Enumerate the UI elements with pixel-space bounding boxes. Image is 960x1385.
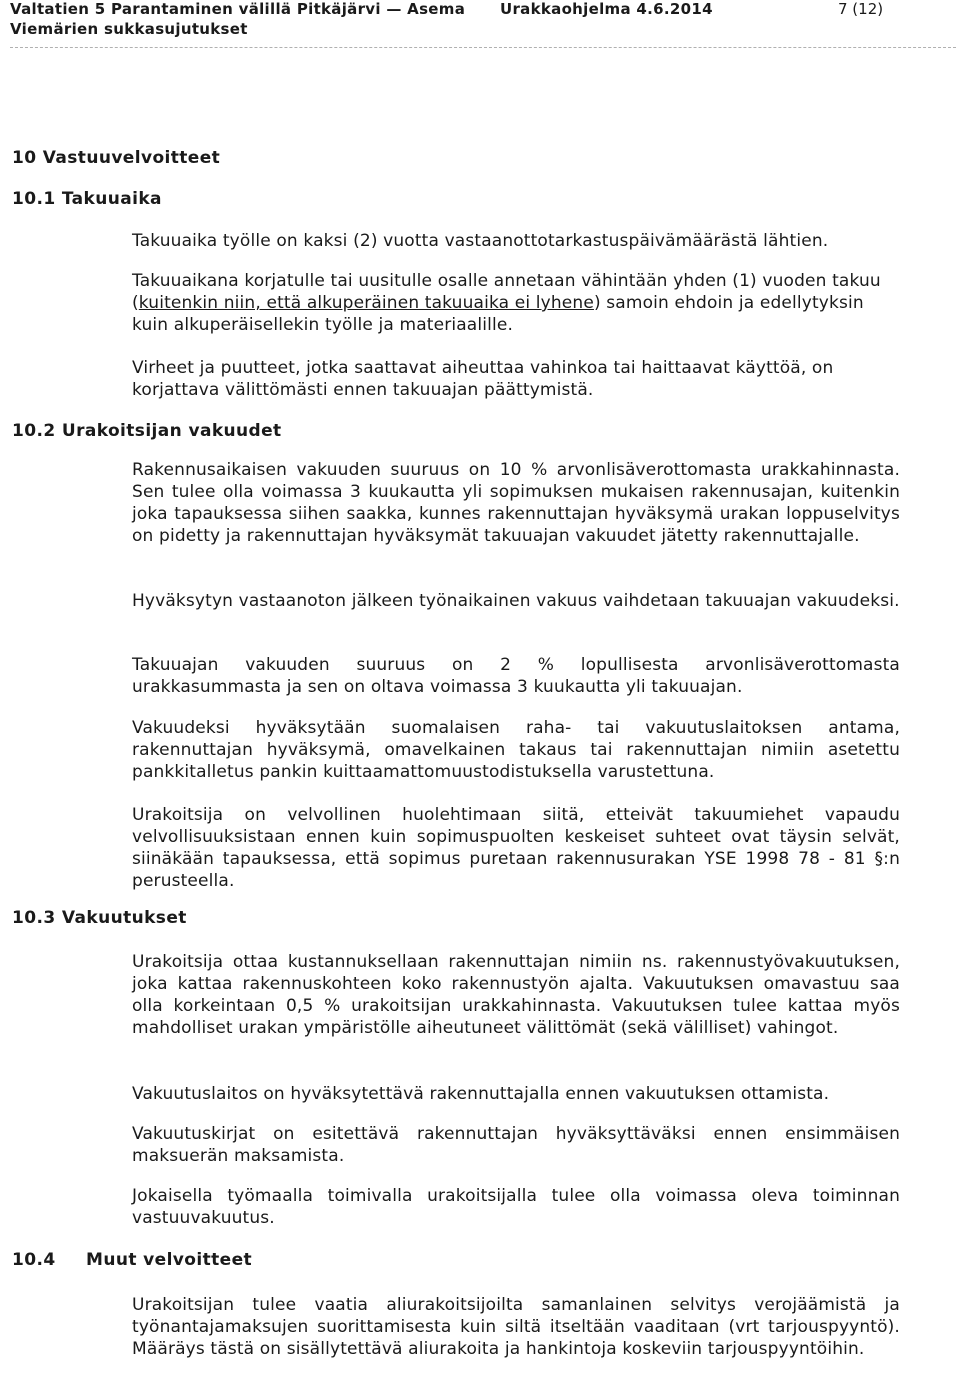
vakuutus-paragraph-1: Urakoitsija ottaa kustannuksellaan rakennuttajan nimiin ns. rakennustyövakuutuksen, joka kattaa rakennuskohteen koko rakennustyön ajalta. Vakuutuksen omavastuu saa olla korkeintaan 0,5 % urakoitsijan urakkahinnasta. Vakuutuksen tulee kattaa myös mahdolliset urakan ympäristölle aiheutuneet välittömät (sekä välilliset) vahingot. bbox=[132, 952, 900, 1038]
heading-10-2: 10.2 Urakoitsijan vakuudet bbox=[12, 421, 282, 441]
header-rule bbox=[10, 47, 956, 48]
heading-10-4-title: Muut velvoitteet bbox=[86, 1250, 253, 1270]
page-number: 7 (12) bbox=[838, 0, 884, 18]
heading-10-4-number: 10.4 bbox=[12, 1250, 56, 1270]
vakuus-paragraph-5: Urakoitsija on velvollinen huolehtimaan siitä, etteivät takuumiehet vapaudu velvollisuuksistaan ennen kuin sopimuspuolten keskeiset suhteet ovat täysin selvät, siinäkään tapauksessa, että sopimus puretaan rakennusurakan YSE 1998 78 - 81 §:n perusteella. bbox=[132, 805, 900, 891]
takuu-paragraph-2-underlined: kuitenkin niin, että alkuperäinen takuuaika ei lyhene bbox=[138, 293, 594, 313]
heading-10: 10 Vastuuvelvoitteet bbox=[12, 148, 221, 168]
vakuus-paragraph-1: Rakennusaikaisen vakuuden suuruus on 10 % arvonlisäverottomasta urakkahinnasta. Sen tulee olla voimassa 3 kuukautta yli sopimuksen mukaisen rakennusajan, kuitenkin joka tapauksessa siihen saakka, kunnes rakennuttajan hyväksymä urakan loppuselvitys on pidetty ja rakennuttajan hyväksymät takuuajan vakuudet jätetty rakennuttajalle. bbox=[132, 460, 900, 546]
takuu-paragraph-2 bbox=[132, 270, 900, 336]
muut-paragraph-1: Urakoitsijan tulee vaatia aliurakoitsijoilta samanlainen selvitys verojäämistä ja työnantajamaksujen suorittamisesta kuin siltä itseltään vaaditaan (vrt tarjouspyyntö). Määräys tästä on sisällytettävä aliurakoita ja hankintoja koskeviin tarjouspyyntöihin. bbox=[132, 1295, 900, 1359]
project-title: Valtatien 5 Parantaminen välillä Pitkäjärvi — Asema bbox=[10, 0, 466, 18]
document-title: Urakkaohjelma 4.6.2014 bbox=[500, 0, 713, 18]
vakuus-paragraph-2: Hyväksytyn vastaanoton jälkeen työnaikainen vakuus vaihdetaan takuuajan vakuudeksi. bbox=[132, 591, 900, 611]
vakuutus-paragraph-3: Vakuutuskirjat on esitettävä rakennuttajan hyväksyttäväksi ennen ensimmäisen maksuerän maksamista. bbox=[132, 1124, 900, 1166]
vakuutus-paragraph-2: Vakuutuslaitos on hyväksytettävä rakennuttajalla ennen vakuutuksen ottamista. bbox=[132, 1084, 830, 1104]
takuu-paragraph-1: Takuuaika työlle on kaksi (2) vuotta vastaanottotarkastuspäivämäärästä lähtien. bbox=[132, 231, 829, 251]
heading-10-1: 10.1 Takuuaika bbox=[12, 189, 162, 209]
takuu-paragraph-3: Virheet ja puutteet, jotka saattavat aiheuttaa vahinkoa tai haittaavat käyttöä, on korjattava välittömästi ennen takuuajan päättymistä. bbox=[132, 358, 834, 400]
vakuus-paragraph-3: Takuuajan vakuuden suuruus on 2 % lopullisesta arvonlisäverottomasta urakkasummasta ja sen on oltava voimassa 3 kuukautta yli takuuajan. bbox=[132, 655, 900, 697]
takuu-paragraph-2-text-b: ) samoin ehdoin ja edellytyksin kuin alkuperäisellekin työlle ja materiaalille. bbox=[132, 293, 864, 335]
heading-10-3: 10.3 Vakuutukset bbox=[12, 908, 187, 928]
vakuutus-paragraph-4: Jokaisella työmaalla toimivalla urakoitsijalla tulee olla voimassa oleva toiminnan vastuuvakuutus. bbox=[132, 1186, 900, 1228]
takuu-paragraph-2-text-a: Takuuaikana korjatulle tai uusitulle osalle annetaan vähintään yhden (1) vuoden takuu ( bbox=[132, 271, 881, 313]
document-subtitle: Viemärien sukkasujutukset bbox=[10, 20, 248, 38]
vakuus-paragraph-4: Vakuudeksi hyväksytään suomalaisen raha- tai vakuutuslaitoksen antama, rakennuttajan hyväksymä, omavelkainen takaus tai rakennuttajan nimiin asetettu pankkitalletus pankin kuittaamattomuustodistuksella varustettuna. bbox=[132, 718, 900, 782]
